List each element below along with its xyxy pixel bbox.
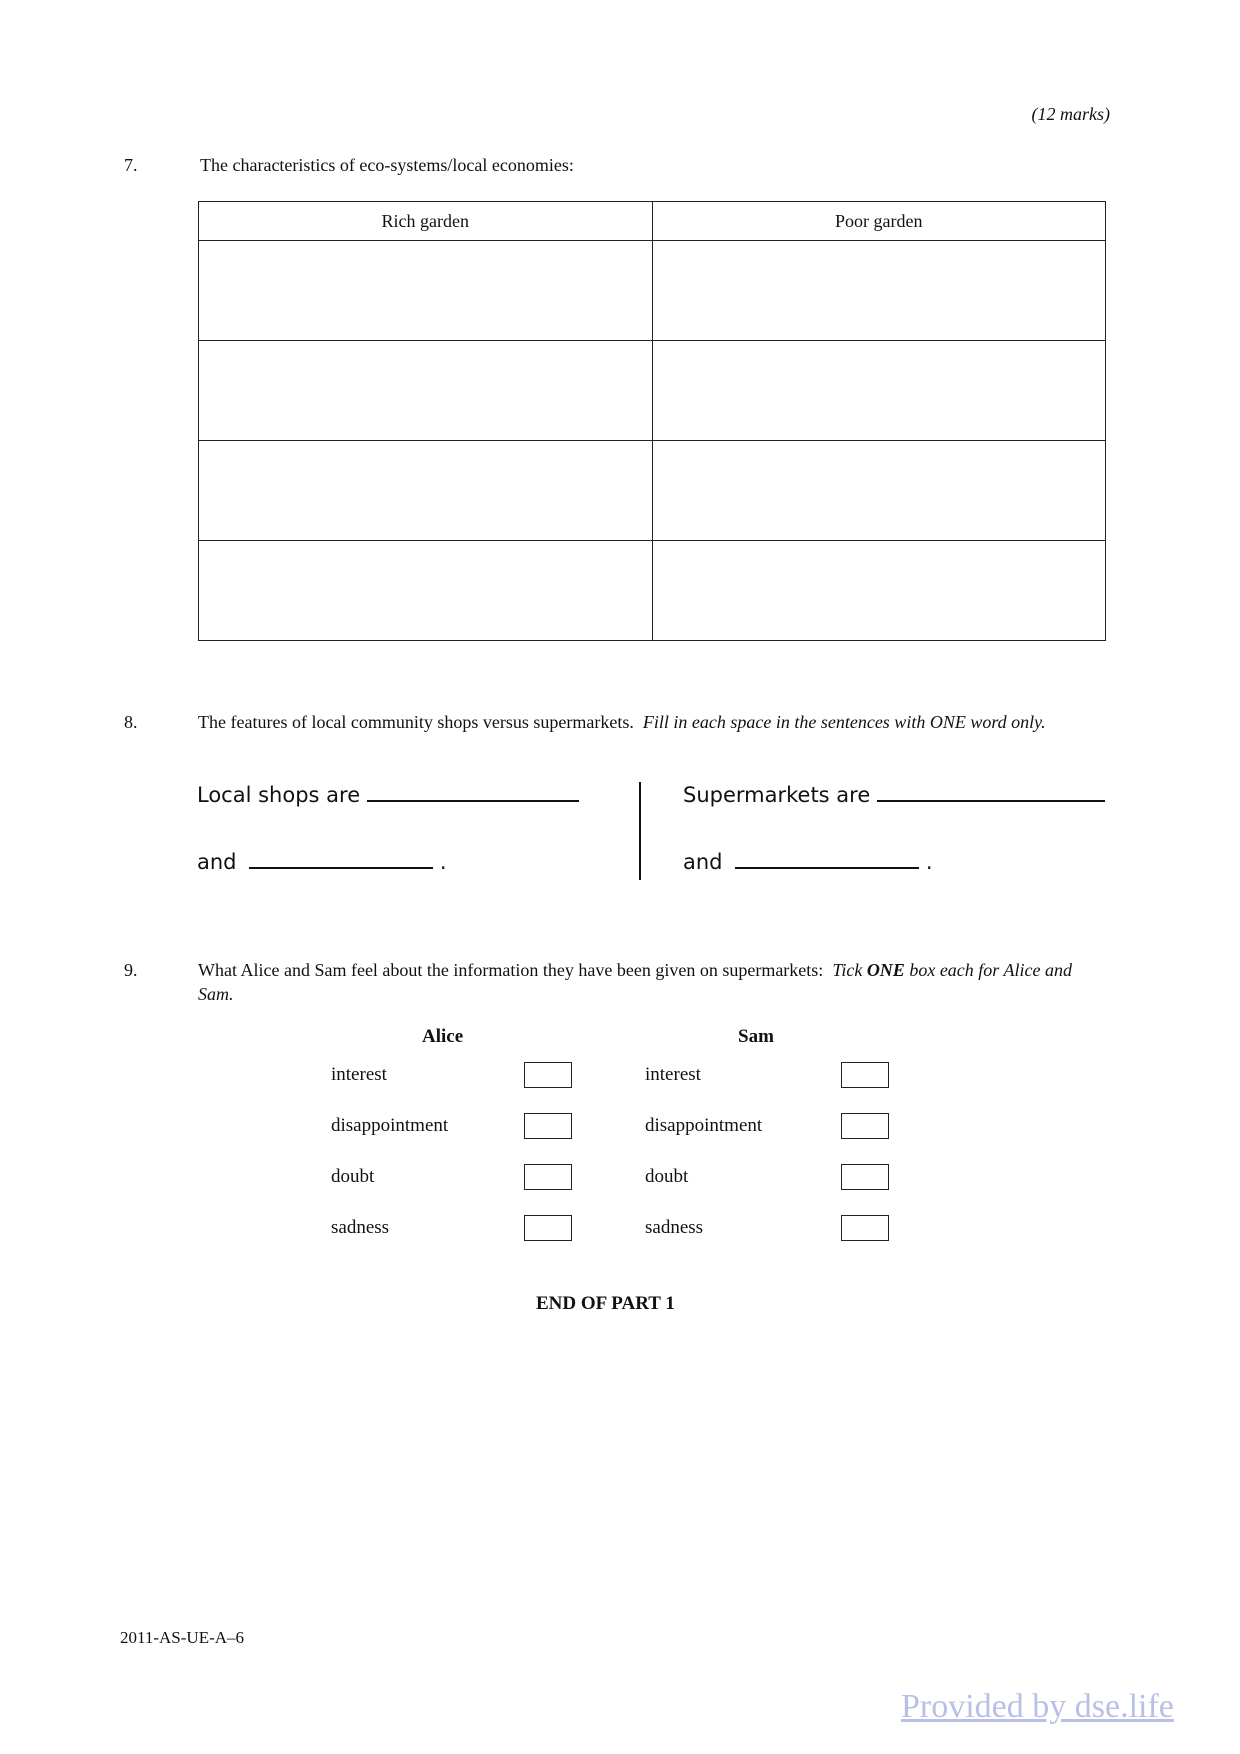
q7-number: 7. xyxy=(124,155,138,175)
end-of-part-label: END OF PART 1 xyxy=(536,1293,675,1314)
sam-checkbox-disappointment[interactable] xyxy=(841,1113,889,1139)
col-header-poor: Poor garden xyxy=(652,202,1106,241)
alice-option-interest: interest xyxy=(331,1064,387,1085)
period: . xyxy=(925,850,933,874)
answer-cell-rich[interactable] xyxy=(199,241,653,341)
sam-option-interest: interest xyxy=(645,1064,701,1085)
alice-heading: Alice xyxy=(422,1026,464,1047)
q8-number: 8. xyxy=(124,712,138,732)
local-shops-sentence xyxy=(197,783,579,807)
q8-instruction-italic: Fill in each space in the sentences with ONE word only. xyxy=(642,712,1046,732)
alice-option-disappointment: disappointment xyxy=(331,1115,449,1136)
answer-cell-rich[interactable] xyxy=(199,441,653,541)
answer-cell-poor[interactable] xyxy=(652,341,1106,441)
answer-cell-poor[interactable] xyxy=(652,441,1106,541)
alice-checkbox-sadness[interactable] xyxy=(524,1215,572,1241)
sentence-divider xyxy=(639,782,641,880)
sam-checkbox-doubt[interactable] xyxy=(841,1164,889,1190)
table-row xyxy=(199,541,1106,641)
sam-option-sadness: sadness xyxy=(645,1217,704,1238)
alice-option-doubt: doubt xyxy=(331,1166,375,1187)
answer-cell-poor[interactable] xyxy=(652,241,1106,341)
supermarkets-sentence xyxy=(683,783,1105,807)
marks-label: (12 marks) xyxy=(1031,104,1110,124)
q9-instruction-bold: ONE xyxy=(866,960,905,980)
watermark-link[interactable]: Provided by dse.life xyxy=(901,1688,1174,1725)
answer-cell-rich[interactable] xyxy=(199,341,653,441)
period: . xyxy=(439,850,447,874)
paper-code: 2011-AS-UE-A–6 xyxy=(120,1628,245,1647)
q9-number: 9. xyxy=(124,960,138,980)
alice-checkbox-interest[interactable] xyxy=(524,1062,572,1088)
q8-text xyxy=(198,710,1110,734)
sam-option-doubt: doubt xyxy=(645,1166,689,1187)
blank-local-1[interactable] xyxy=(367,800,579,802)
table-row xyxy=(199,341,1106,441)
q7-text: The characteristics of eco-systems/local economies: xyxy=(200,155,574,175)
answer-cell-poor[interactable] xyxy=(652,541,1106,641)
q9-instruction-italic-2: box each for Alice and Sam. xyxy=(198,960,1072,1004)
supermarkets-and-sentence xyxy=(683,850,933,874)
alice-checkbox-doubt[interactable] xyxy=(524,1164,572,1190)
and-label: and xyxy=(197,850,237,874)
table-row xyxy=(199,441,1106,541)
q9-instruction-italic-1: Tick xyxy=(832,960,867,980)
q8-instruction: The features of local community shops versus supermarkets. xyxy=(198,712,634,732)
q9-instruction: What Alice and Sam feel about the information they have been given on supermarkets: xyxy=(198,960,824,980)
blank-local-2[interactable] xyxy=(249,867,433,869)
col-header-rich: Rich garden xyxy=(199,202,653,241)
alice-option-sadness: sadness xyxy=(331,1217,390,1238)
q9-text xyxy=(198,958,1110,1006)
local-shops-label: Local shops are xyxy=(197,783,361,807)
blank-super-1[interactable] xyxy=(877,800,1105,802)
table-row xyxy=(199,241,1106,341)
blank-super-2[interactable] xyxy=(735,867,919,869)
alice-checkbox-disappointment[interactable] xyxy=(524,1113,572,1139)
and-label: and xyxy=(683,850,723,874)
supermarkets-label: Supermarkets are xyxy=(683,783,871,807)
sam-checkbox-sadness[interactable] xyxy=(841,1215,889,1241)
sam-checkbox-interest[interactable] xyxy=(841,1062,889,1088)
eco-table xyxy=(198,201,1106,641)
answer-cell-rich[interactable] xyxy=(199,541,653,641)
local-shops-and-sentence xyxy=(197,850,447,874)
sam-heading: Sam xyxy=(738,1026,774,1047)
sam-option-disappointment: disappointment xyxy=(645,1115,763,1136)
